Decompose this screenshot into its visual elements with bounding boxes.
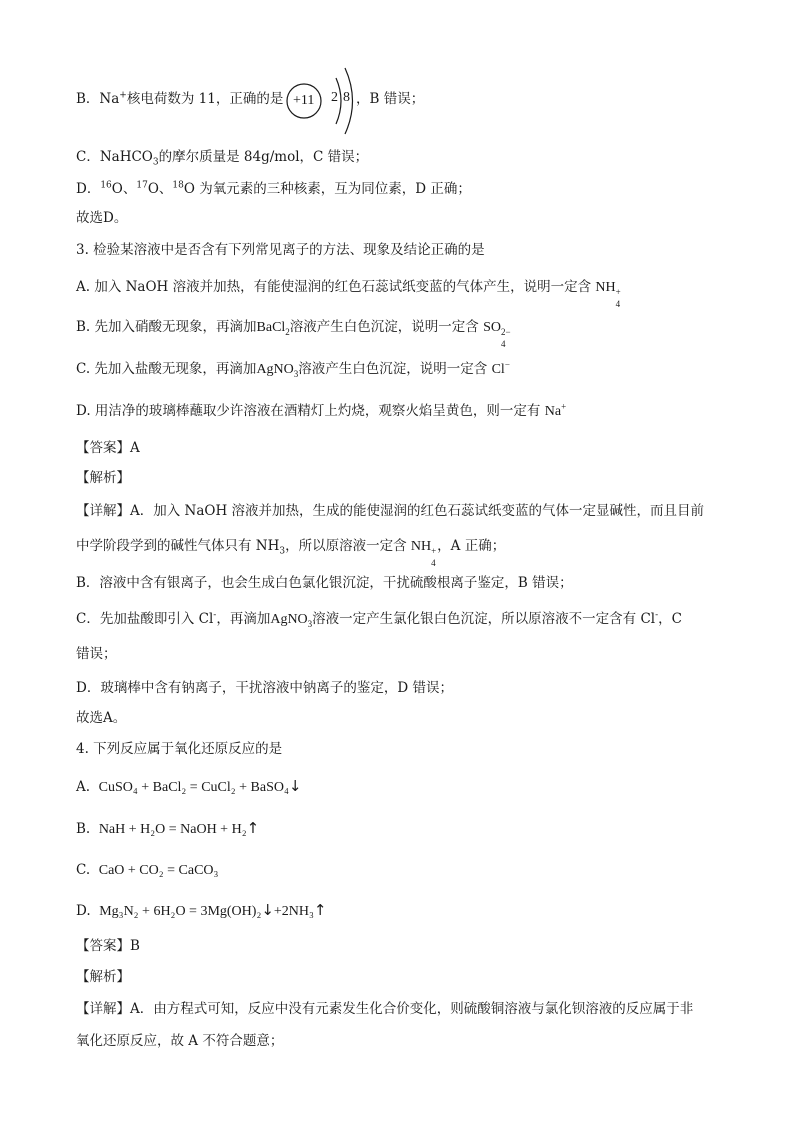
q3-option-c: C. 先加入盐酸无现象，再滴加AgNO$_3$溶液产生白色沉淀，说明一定含 Cl−	[76, 359, 510, 379]
q2-option-b: B．Na+核电荷数为 11，正确的是	[76, 90, 284, 107]
q4-detail-line1: 【详解】A．由方程式可知，反应中没有元素发生化合价变化，则硫酸铜溶液与氯化钡溶液的反应属于非	[76, 1001, 694, 1017]
q3-detail-c-line2: 错误；	[76, 646, 117, 662]
q3-option-d: D. 用洁净的玻璃棒蘸取少许溶液在酒精灯上灼烧，观察火焰呈黄色，则一定有 Na+	[76, 401, 567, 419]
q3-detail-c-line1: C．先加盐酸即引入 Cl-，再滴加AgNO$_3$溶液一定产生氯化银白色沉淀，所以原溶液不一定含有 Cl-，C	[76, 610, 682, 629]
q4-equation-d: Mg₃N₂ + 6H₂O = 3Mg(OH)₂	[99, 904, 262, 919]
q3-analysis-label: 【解析】	[76, 470, 130, 486]
gas-arrow-icon: ↑	[246, 819, 260, 837]
q3-detail-b: B．溶液中含有银离子，也会生成白色氯化银沉淀，干扰硫酸根离子鉴定，B 错误；	[76, 575, 573, 591]
sodium-atom-structure-diagram	[284, 66, 364, 136]
q3-detail-d: D．玻璃棒中含有钠离子，干扰溶液中钠离子的鉴定，D 错误；	[76, 680, 453, 696]
q2-option-b-verdict: ，B 错误；	[356, 91, 425, 107]
chloride-ion: Cl−	[491, 359, 510, 377]
q4-answer: 【答案】B	[76, 938, 140, 954]
sodium-ion: Na+	[544, 401, 567, 419]
q4-option-a: A. CuSO₄ + BaCl₂ = CuCl₂ + BaSO₄↓	[76, 777, 302, 795]
q4-equation-b: NaH + H₂O = NaOH + H₂	[98, 822, 247, 837]
q4-equation-c: CaO + CO₂ = CaCO₃	[98, 863, 219, 878]
q2-option-d: D．$^{16}$O、$^{17}$O、$^{18}$O 为氧元素的三种核素，互为同位素，D 正确；	[76, 180, 471, 197]
q3-answer: 【答案】A	[76, 440, 140, 456]
gas-arrow-icon: ↑	[313, 901, 327, 919]
precipitate-arrow-icon: ↓	[288, 777, 302, 795]
q4-equation-a: CuSO₄ + BaCl₂ = CuCl₂ + BaSO₄	[98, 780, 289, 795]
q3-option-b: B. 先加入硝酸无现象，再滴加BaCl$_2$溶液产生白色沉淀，说明一定含 SO 2− 4	[76, 317, 515, 338]
q3-detail-a-line1: 【详解】A．加入 NaOH 溶液并加热，生成的能使湿润的红色石蕊试纸变蓝的气体一定显碱性，而且目前	[76, 503, 705, 519]
q4-analysis-label: 【解析】	[76, 969, 130, 985]
q4-option-b: B. NaH + H₂O = NaOH + H₂↑	[76, 819, 260, 837]
sulfate-ion: SO 2− 4	[483, 320, 511, 349]
q2-conclusion: 故选D。	[76, 210, 128, 226]
atom-nucleus-label: +11	[293, 93, 315, 108]
q4-detail-line2: 氧化还原反应，故 A 不符合题意；	[76, 1033, 284, 1049]
ammonium-ion: NH + 4	[595, 280, 621, 309]
q3-stem: 3. 检验某溶液中是否含有下列常见离子的方法、现象及结论正确的是	[76, 242, 485, 258]
q4-stem: 4. 下列反应属于氧化还原反应的是	[76, 741, 283, 757]
q2-option-c: C．NaHCO$_3$的摩尔质量是 84g/mol，C 错误；	[76, 149, 369, 168]
atom-shell-2-count: 8	[343, 90, 350, 105]
atom-shell-1-count: 2	[331, 90, 338, 105]
q3-conclusion: 故选A。	[76, 710, 127, 726]
q4-option-d: D. Mg₃N₂ + 6H₂O = 3Mg(OH)₂↓+2NH₃↑	[76, 901, 327, 919]
q3-detail-a-line2: 中学阶段学到的碱性气体只有 $NH_3$，所以原溶液一定含 NH + 4 ，A 正确；	[76, 538, 506, 568]
q3-option-a: A. 加入 NaOH 溶液并加热，有能使湿润的红色石蕊试纸变蓝的气体产生，说明一定含 NH + 4	[76, 279, 621, 309]
precipitate-arrow-icon: ↓	[261, 901, 274, 919]
q4-option-c: C. CaO + CO₂ = CaCO₃	[76, 862, 219, 878]
